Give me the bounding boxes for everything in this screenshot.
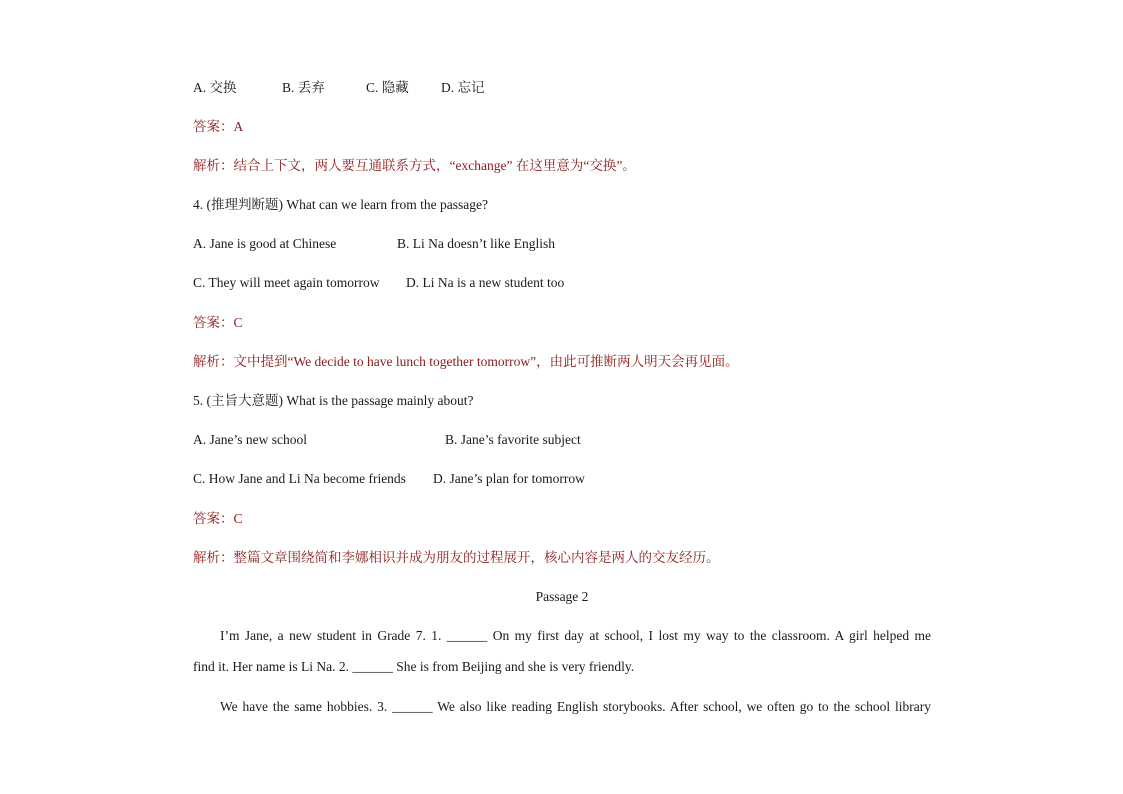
q3-option-b: B. 丢弃 — [282, 80, 325, 95]
q3-analysis: 解析：结合上下文，两人要互通联系方式，“exchange” 在这里意为“交换”。 — [193, 158, 636, 173]
q4-option-c: C. They will meet again tomorrow — [193, 275, 380, 290]
q4-option-b: B. Li Na doesn’t like English — [397, 236, 555, 251]
q4-option-d: D. Li Na is a new student too — [406, 275, 565, 290]
q5-option-b: B. Jane’s favorite subject — [445, 432, 581, 447]
q3-option-d: D. 忘记 — [441, 80, 485, 95]
q4-answer: 答案：C — [193, 315, 243, 330]
q4-question: 4. (推理判断题) What can we learn from the passage? — [193, 197, 489, 212]
q3-option-c: C. 隐藏 — [366, 80, 409, 95]
passage2-p2-line1: We have the same hobbies. 3. ______ We also like reading English storybooks. After school, we often go to the school library — [220, 699, 931, 714]
q5-option-c: C. How Jane and Li Na become friends — [193, 471, 406, 486]
document-page — [193, 0, 931, 794]
q4-analysis: 解析：文中提到“We decide to have lunch together tomorrow”，由此可推断两人明天会再见面。 — [193, 354, 739, 369]
q5-option-a: A. Jane’s new school — [193, 432, 307, 447]
passage2-title: Passage 2 — [535, 589, 589, 604]
q5-option-d: D. Jane’s plan for tomorrow — [433, 471, 585, 486]
q5-answer: 答案：C — [193, 511, 243, 526]
q5-question: 5. (主旨大意题) What is the passage mainly about? — [193, 393, 474, 408]
passage2-p1-line2: find it. Her name is Li Na. 2. ______ She is from Beijing and she is very friendly. — [193, 659, 635, 674]
q5-analysis: 解析：整篇文章围绕简和李娜相识并成为朋友的过程展开，核心内容是两人的交友经历。 — [193, 550, 720, 565]
q4-option-a: A. Jane is good at Chinese — [193, 236, 337, 251]
q3-answer: 答案：A — [193, 119, 244, 134]
passage2-p1-line1: I’m Jane, a new student in Grade 7. 1. ______ On my first day at school, I lost my way to the classroom. A girl helped me — [220, 628, 931, 643]
q3-option-a: A. 交换 — [193, 80, 237, 95]
